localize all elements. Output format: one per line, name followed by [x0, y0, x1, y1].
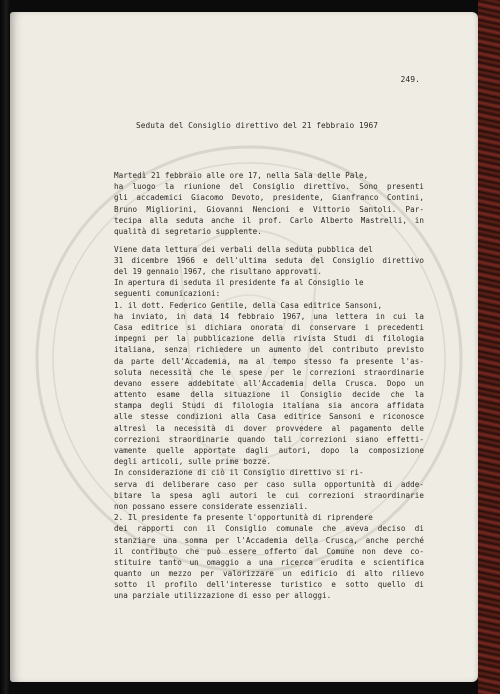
text-line: del 19 gennaio 1967, che risultano approvati. [114, 267, 322, 276]
text-line: In apertura di seduta il presidente fa al Consiglio le [114, 278, 364, 288]
text-line: soluta necessità che le spese per le correzioni straordinarie [114, 367, 424, 377]
text-line: ha inviato, in data 14 febbraio 1967, una lettera in cui la [114, 311, 424, 321]
text-line: In considerazione di ciò il Consiglio direttivo si ri- [114, 468, 364, 478]
text-line: qualità di segretario supplente. [114, 226, 262, 236]
text-line: seguenti comunicazioni: [114, 289, 221, 299]
text-line: correzioni straordinarie quando tali correzioni siano effetti- [114, 434, 424, 444]
text-line: tecipa alla seduta anche il prof. Carlo Alberto Mastrelli, in [114, 215, 424, 225]
text-line: gli accademici Giacomo Devoto, presidente, Gianfranco Contini, [114, 193, 424, 203]
text-line: italiana, senza richiedere un aumento del contributo previsto [114, 345, 424, 355]
text-line: 1. il dott. Federico Gentile, della Casa editrice Sansoni, [114, 300, 383, 310]
paragraph-attendance [114, 170, 424, 237]
text-line: Casa editrice si dichiara onorata di conservare i precedenti [114, 322, 424, 332]
book-binding [0, 0, 10, 694]
text-line: 31 dicembre 1966 e dell'ultima seduta del Consiglio direttivo [114, 255, 424, 265]
text-line: stituire tanto un omaggio a una ricerca erudita e scientifica [114, 557, 424, 567]
text-line: serva di deliberare caso per caso sulla opportunità di adde- [114, 479, 424, 489]
session-heading: Seduta del Consiglio direttivo del 21 febbraio 1967 [136, 121, 378, 130]
text-line: degli articoli, sulle prime bozze. [114, 457, 272, 467]
text-line: sotto il profilo dell'interesse turistico e sotto quello di [114, 580, 424, 590]
page-text [10, 12, 478, 682]
text-line: il contributo che può essere offerto dal Comune non deve co- [114, 546, 424, 556]
text-line: vamente quelle apportate dagli autori, dopo la composizione [114, 446, 424, 455]
document-page [10, 12, 478, 682]
paragraph-communications [114, 244, 424, 602]
text-line: stampa degli Studi di filologia italiana sia ancora affidata [114, 401, 424, 411]
minutes-body [114, 170, 424, 602]
text-line: stanziare una somma per l'Accademia della Crusca, anche perché [114, 535, 424, 545]
text-line: una parziale utilizzazione di esso per alloggi. [114, 591, 332, 601]
text-line: bitare la spesa agli autori le cui correzioni straordinarie [114, 490, 424, 500]
text-line: impegni per la pubblicazione della rivista Studi di filologia [114, 334, 424, 344]
text-line: dei rapporti con il Consiglio comunale che aveva deciso di [114, 524, 424, 534]
text-line: da parte dell'Accademia, ma al tempo stesso fa presente l'as- [114, 356, 424, 366]
text-line: quanto un mezzo per valorizzare un edificio di alto rilievo [114, 569, 424, 579]
text-line: Viene data lettura dei verbali della seduta pubblica del [114, 244, 373, 254]
text-line: attento esame della situazione il Consiglio decide che la [114, 390, 424, 400]
text-line: altresì la necessità di dover provvedere al pagamento delle [114, 423, 424, 433]
text-line: Martedì 21 febbraio alle ore 17, nella Sala delle Pale, [114, 171, 369, 180]
text-line: 2. Il presidente fa presente l'opportunità di riprendere [114, 513, 373, 523]
text-line: ha luogo la riunione del Consiglio direttivo. Sono presenti [114, 182, 424, 192]
text-line: non possano essere considerate essenziali. [114, 501, 309, 511]
text-line: alle stesse condizioni alla Casa editrice Sansoni e riconosce [114, 412, 424, 422]
text-line: Bruno Migliorini, Giovanni Nencioni e Vittorio Santoli. Par- [114, 204, 424, 214]
page-number: 249. [400, 75, 420, 84]
book-cover-edge [478, 0, 500, 694]
text-line: devano essere addebitate all'Accademia della Crusca. Dopo un [114, 378, 424, 388]
